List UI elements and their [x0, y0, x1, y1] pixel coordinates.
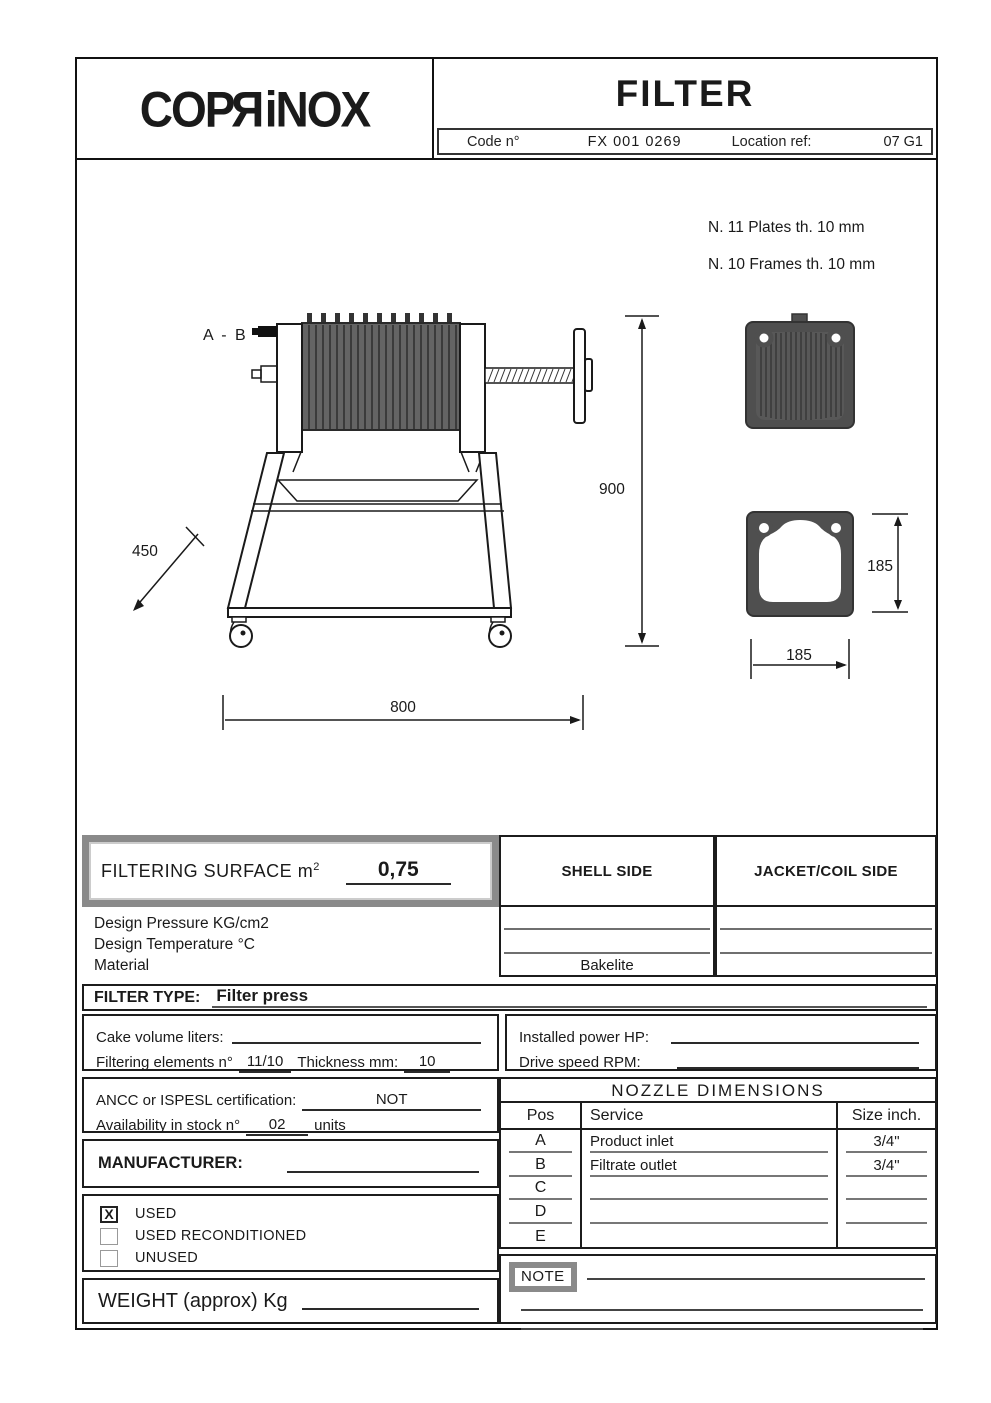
nozzle-pos: B: [509, 1153, 572, 1176]
nozzle-size: [846, 1177, 927, 1200]
filter-press-drawing: [77, 162, 936, 833]
header: [77, 59, 936, 160]
used-reconditioned-label: USED RECONDITIONED: [135, 1228, 307, 1244]
hand-wheel-hub: [585, 359, 592, 391]
nozzle-size: [846, 1224, 927, 1247]
shell-material-value: Bakelite: [580, 956, 634, 974]
power-box: [505, 1014, 937, 1071]
location-value: 07 G1: [883, 133, 923, 150]
dim-450: [133, 527, 204, 611]
technical-drawing-area: [77, 162, 936, 833]
weight-box: [82, 1278, 499, 1324]
drive-speed-label: Drive speed RPM:: [519, 1054, 641, 1071]
col-header-pos: Pos: [526, 1106, 555, 1124]
cake-volume-field: [232, 1042, 481, 1044]
nozzle-pos: E: [535, 1228, 546, 1246]
drive-speed-field: [677, 1067, 919, 1069]
jacket-temperature-value: [720, 930, 932, 953]
nozzle-pos: D: [509, 1200, 572, 1223]
shell-side-header: SHELL SIDE: [499, 835, 715, 907]
nozzle-row-e: [501, 1224, 935, 1247]
shell-temperature-value: [504, 930, 710, 953]
dim-185-h-label: 185: [786, 647, 812, 664]
manufacturer-box: [82, 1139, 499, 1188]
manufacturer-label: MANUFACTURER:: [98, 1154, 243, 1172]
thickness-label: Thickness mm:: [297, 1054, 399, 1071]
nozzle-size: 3/4": [846, 1153, 927, 1176]
shoulder-lines: [273, 452, 484, 472]
condition-option-unused: [100, 1247, 497, 1269]
spec-label-material: Material: [94, 957, 150, 974]
stock-value: 02: [246, 1116, 308, 1136]
used-label: USED: [135, 1206, 177, 1222]
plate-hole-right: [829, 331, 843, 345]
jacket-material-value: [720, 954, 932, 975]
document-border: [75, 57, 938, 1330]
code-value: FX 001 0269: [587, 133, 682, 150]
nozzle-row-d: [501, 1200, 935, 1223]
note-box: [499, 1254, 937, 1324]
jacket-side-header: JACKET/COIL SIDE: [715, 835, 937, 907]
installed-power-label: Installed power HP:: [519, 1029, 650, 1046]
plate-hole-left: [757, 331, 771, 345]
nozzle-dimensions-table: [499, 1077, 937, 1249]
thickness-value: 10: [404, 1053, 450, 1073]
filtering-surface-inner: [89, 842, 492, 900]
filter-type-box: [82, 984, 937, 1011]
logo-part-reversed-r: R: [233, 80, 265, 137]
nozzle-service: [590, 1224, 828, 1247]
note-line-3: [521, 1311, 923, 1330]
plates-note: N. 11 Plates th. 10 mm: [708, 219, 865, 236]
plate-pack: [302, 323, 460, 430]
coprinox-logo: [140, 79, 369, 137]
certification-box: [82, 1077, 499, 1133]
stock-label: Availability in stock n°: [96, 1117, 241, 1134]
section-label: A - B: [203, 327, 248, 344]
nozzle-pos: A: [509, 1130, 572, 1153]
unused-checkbox[interactable]: [100, 1250, 118, 1267]
filtering-surface-value: 0,75: [346, 858, 451, 885]
superscript-2: 2: [313, 860, 320, 873]
frames-note: N. 10 Frames th. 10 mm: [708, 256, 876, 273]
filtering-elements-value: 11/10: [239, 1053, 291, 1073]
code-label: Code n°: [467, 133, 520, 150]
header-right: [434, 59, 936, 158]
cart-cross-rails: [251, 504, 504, 511]
logo-part: i: [264, 80, 276, 137]
manufacturer-field: [287, 1171, 479, 1173]
filtering-surface-label: FILTERING SURFACE $m^2$: [101, 860, 320, 881]
spec-label-pressure: Design Pressure KG/cm2: [94, 915, 269, 932]
logo-part: COP: [139, 80, 234, 137]
dim-185-v-label: 185: [867, 558, 893, 575]
nozzle-table-header: [501, 1103, 935, 1130]
condition-option-used: [100, 1203, 497, 1225]
dim-450-label: 450: [132, 543, 158, 560]
shell-values-column: [499, 907, 715, 977]
dim-800-label: 800: [390, 699, 416, 716]
col-header-service: Service: [580, 1103, 836, 1128]
cake-volume-label: Cake volume liters:: [96, 1029, 224, 1046]
note-line-1: [587, 1278, 925, 1280]
hand-wheel: [574, 329, 585, 423]
nozzle-a-tip: [252, 328, 258, 335]
cart-leg-right: [479, 453, 511, 608]
nozzle-service: Product inlet: [590, 1130, 828, 1153]
stock-units-label: units: [314, 1117, 346, 1134]
head-plate-left: [277, 324, 302, 452]
head-plate-right: [460, 324, 485, 452]
note-label: NOTE: [509, 1262, 577, 1292]
weight-label: WEIGHT (approx) Kg: [98, 1289, 288, 1312]
caster-right: [489, 617, 511, 647]
frame-hole-right: [829, 521, 843, 535]
jacket-values-column: [715, 907, 937, 977]
spec-label-temperature: Design Temperature °C: [94, 936, 255, 953]
condition-box: [82, 1194, 499, 1272]
nozzle-row-a: [501, 1130, 935, 1153]
nozzle-size: [846, 1200, 927, 1223]
filtering-elements-label: Filtering elements n°: [96, 1054, 233, 1071]
nozzle-row-b: [501, 1153, 935, 1176]
cake-volume-box: [82, 1014, 499, 1071]
filter-type-value: Filter press: [212, 986, 927, 1008]
cart: [228, 452, 511, 647]
used-checkbox[interactable]: X: [100, 1206, 118, 1223]
dim-900: [625, 316, 659, 646]
filter-type-label: FILTER TYPE:: [94, 989, 201, 1006]
dim-900-label: 900: [599, 481, 625, 498]
logo-cell: [77, 59, 434, 158]
nozzle-service: [590, 1200, 828, 1223]
drip-tray: [278, 480, 477, 501]
nozzle-b-flange: [252, 370, 261, 378]
nozzle-a: [258, 326, 277, 337]
nozzle-b: [261, 366, 277, 382]
cart-leg-left: [228, 453, 284, 608]
jacket-pressure-value: [720, 907, 932, 930]
col-header-size: Size inch.: [836, 1103, 935, 1128]
location-label: Location ref:: [731, 133, 812, 150]
installed-power-field: [671, 1042, 919, 1044]
condition-option-used-reconditioned: [100, 1225, 497, 1247]
caster-left: [230, 617, 252, 647]
plate-view: [746, 314, 854, 428]
frame-view: [747, 512, 853, 616]
spec-row-labels: [82, 907, 499, 977]
frame-hole-left: [757, 521, 771, 535]
nozzle-pos: C: [509, 1177, 572, 1200]
used-reconditioned-checkbox[interactable]: [100, 1228, 118, 1245]
press-stack: [252, 313, 592, 452]
nozzle-size: 3/4": [846, 1130, 927, 1153]
nozzle-service: Filtrate outlet: [590, 1153, 828, 1176]
certification-label: ANCC or ISPESL certification:: [96, 1092, 297, 1109]
nozzle-row-c: [501, 1177, 935, 1200]
cart-base: [228, 608, 511, 617]
unused-label: UNUSED: [135, 1250, 199, 1266]
page-title: FILTER: [615, 73, 755, 114]
filtering-surface-box: [82, 835, 499, 907]
code-bar: [437, 128, 933, 155]
note-line-2: [521, 1292, 923, 1311]
certification-value: NOT: [302, 1091, 481, 1111]
nozzle-service: [590, 1177, 828, 1200]
weight-field: [302, 1308, 479, 1310]
shell-pressure-value: [504, 907, 710, 930]
nozzle-table-title: NOZZLE DIMENSIONS: [501, 1079, 935, 1103]
logo-part: NOX: [275, 80, 370, 137]
